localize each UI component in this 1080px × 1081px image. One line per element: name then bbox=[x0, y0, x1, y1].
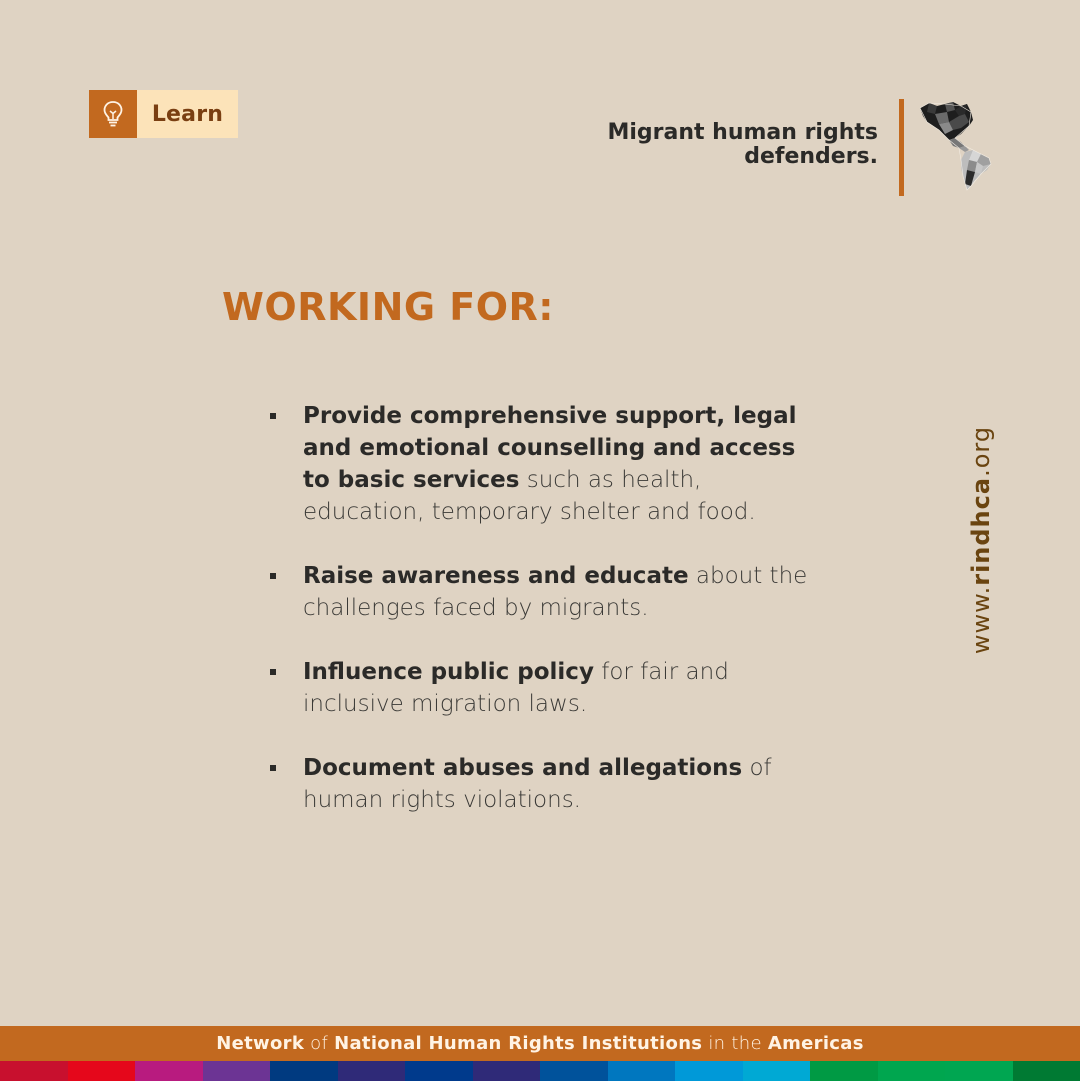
color-strip-segment bbox=[540, 1061, 608, 1081]
color-strip-segment bbox=[945, 1061, 1013, 1081]
topic-title bbox=[548, 121, 878, 169]
footer-text-in-the: in the bbox=[702, 1033, 768, 1054]
website-name: rindhca bbox=[967, 476, 995, 586]
website-link[interactable] bbox=[967, 426, 995, 654]
color-strip-segment bbox=[878, 1061, 946, 1081]
lightbulb-icon bbox=[89, 90, 137, 138]
color-strip bbox=[0, 1061, 1080, 1081]
bullet-marker bbox=[270, 765, 276, 771]
color-strip-segment bbox=[405, 1061, 473, 1081]
bullet-strong-text: Provide comprehensive support, legal and emotional counselling and access to basic services bbox=[303, 403, 797, 493]
topic-line-1: Migrant human rights bbox=[607, 120, 878, 145]
learn-badge bbox=[89, 90, 238, 138]
list-item bbox=[270, 752, 810, 816]
footer-text-institutions: National Human Rights Institutions bbox=[334, 1033, 703, 1054]
americas-map-icon bbox=[915, 100, 995, 192]
learn-label: Learn bbox=[137, 90, 238, 138]
color-strip-segment bbox=[135, 1061, 203, 1081]
bullet-marker bbox=[270, 669, 276, 675]
header-divider bbox=[899, 99, 904, 196]
color-strip-segment bbox=[608, 1061, 676, 1081]
color-strip-segment bbox=[1013, 1061, 1080, 1081]
website-prefix: www. bbox=[967, 585, 995, 655]
bullet-marker bbox=[270, 413, 276, 419]
bullet-rest-text: for fair and inclusive migration laws. bbox=[303, 659, 729, 717]
footer-text-network: Network bbox=[216, 1033, 305, 1054]
footer-text-americas: Americas bbox=[767, 1033, 864, 1054]
color-strip-segment bbox=[338, 1061, 406, 1081]
list-item bbox=[270, 560, 810, 624]
bullet-strong-text: Document abuses and allegations bbox=[303, 755, 743, 781]
bullet-strong-text: Raise awareness and educate bbox=[303, 563, 689, 589]
color-strip-segment bbox=[743, 1061, 811, 1081]
bullet-rest-text: about the challenges faced by migrants. bbox=[303, 563, 808, 621]
color-strip-segment bbox=[810, 1061, 878, 1081]
color-strip-segment bbox=[675, 1061, 743, 1081]
color-strip-segment bbox=[473, 1061, 541, 1081]
topic-line-2: defenders. bbox=[744, 144, 878, 169]
bullet-strong-text: Influence public policy bbox=[303, 659, 594, 685]
bullet-rest-text: of human rights violations. bbox=[303, 755, 772, 813]
website-suffix: .org bbox=[967, 425, 995, 477]
footer-text-of: of bbox=[304, 1033, 335, 1054]
bullet-rest-text: such as health, education, temporary shelter and food. bbox=[303, 467, 756, 525]
color-strip-segment bbox=[0, 1061, 68, 1081]
color-strip-segment bbox=[68, 1061, 136, 1081]
footer-banner bbox=[0, 1026, 1080, 1061]
list-item bbox=[270, 400, 810, 528]
section-heading: WORKING FOR: bbox=[222, 285, 555, 329]
color-strip-segment bbox=[203, 1061, 271, 1081]
bullet-marker bbox=[270, 573, 276, 579]
bullet-list bbox=[270, 400, 810, 848]
color-strip-segment bbox=[270, 1061, 338, 1081]
list-item bbox=[270, 656, 810, 720]
